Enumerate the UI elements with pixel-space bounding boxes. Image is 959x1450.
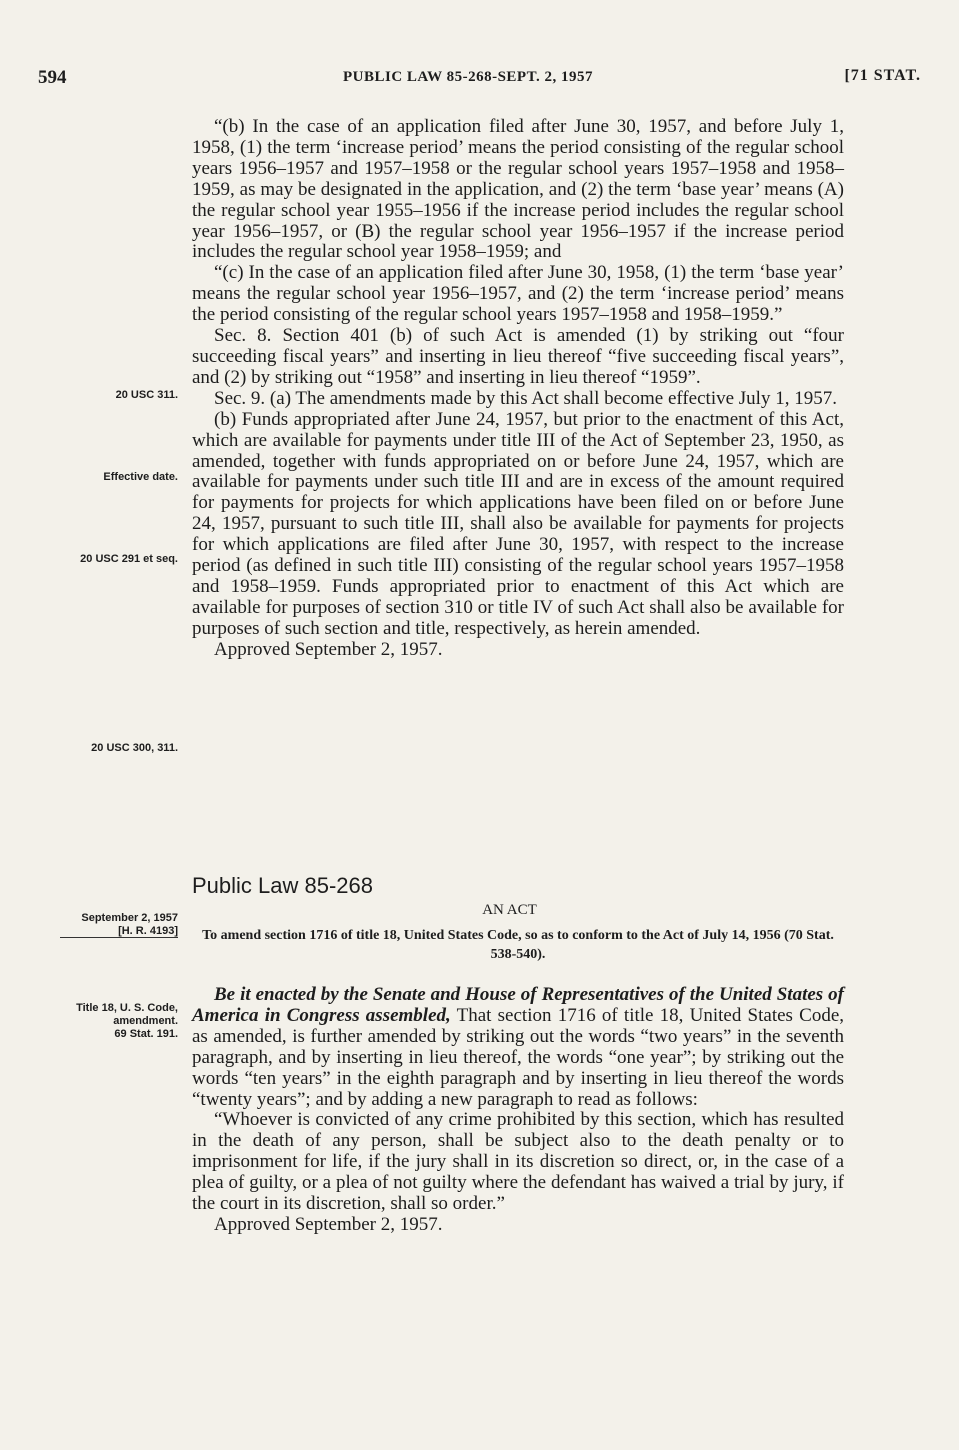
- volume-reference: [71 STAT.: [844, 67, 921, 84]
- act-purpose: To amend section 1716 of title 18, United States Code, so as to conform to the Act of July 14, 1956 (70 Stat. 538-540).: [202, 928, 834, 962]
- section-9a: Sec. 9. (a) The amendments made by this Act shall become effective July 1, 1957.: [214, 387, 837, 409]
- approval-line-2: Approved September 2, 1957.: [214, 1213, 443, 1235]
- paragraph-b: “(b) In the case of an application filed after June 30, 1957, and before July 1, 1958, (1) the term ‘increase period’ means the period consisting of the regular school years 1956–1957 and 1957–1958 or the regular school years 1957–1958 and 1958–1959, as may be designated in the application, and (2) the term ‘base year’ means (A) the regular school year 1955–1956 if the increase period includes the regular school year 1956–1957, or (B) the regular school year 1956–1957 if the increase period includes the regular school year 1958–1959; and: [192, 116, 844, 263]
- margin-note-bill: [H. R. 4193]: [118, 925, 178, 937]
- page-number: 594: [38, 67, 67, 88]
- new-paragraph-quote: “Whoever is convicted of any crime prohibited by this section, which has resulted in the death of any person, shall be subject also to the death penalty or to imprisonment for life, if the jury shall in its discretion so direct, or, in the case of a plea of guilty, or a plea of not guilty where the defendant has waived a trial by jury, if the court in its discretion, shall so order.”: [192, 1109, 844, 1215]
- margin-note-title18: Title 18, U. S. Code, amendment.: [76, 1002, 178, 1027]
- page-header: [38, 67, 921, 93]
- enacting-clause: [192, 985, 844, 1110]
- margin-note-usc-311: 20 USC 311.: [115, 389, 178, 401]
- running-title: PUBLIC LAW 85-268-SEPT. 2, 1957: [343, 69, 593, 85]
- margin-note-stat69: 69 Stat. 191.: [114, 1028, 178, 1040]
- margin-note-usc-291: 20 USC 291 et seq.: [80, 553, 178, 565]
- margin-note-usc-300: 20 USC 300, 311.: [91, 742, 178, 754]
- margin-note-effective-date: Effective date.: [103, 471, 178, 483]
- margin-note-date: September 2, 1957: [81, 912, 178, 924]
- enacting-text: [192, 985, 844, 1236]
- section-8: Sec. 8. Section 401 (b) of such Act is amended (1) by striking out “four succeeding fiscal years” and inserting in lieu thereof “five succeeding fiscal years”, and (2) by striking out “1958” and inserting in lieu thereof “1959”.: [192, 325, 844, 388]
- law-title: Public Law 85-268: [192, 873, 374, 898]
- margin-rule: [60, 937, 178, 938]
- enacting-formula: Be it enacted by the Senate and House of Representatives of the United States of America in Congress assembled,: [192, 984, 844, 1026]
- enacting-body: That section 1716 of title 18, United States Code, as amended, is further amended by striking out the words “two years” in the seventh paragraph, and by inserting in lieu thereof, the words “one year”; by striking out the words “ten years” in the eighth paragraph and by inserting in lieu thereof the words “twenty years”; and by adding a new paragraph to read as follows:: [192, 1004, 845, 1110]
- body-text: [192, 117, 844, 661]
- an-act-label: AN ACT: [482, 902, 537, 918]
- section-9b: (b) Funds appropriated after June 24, 1957, but prior to the enactment of this Act, which are available for payments under title III of the Act of September 23, 1950, as amended, together with funds appropriated on or before June 24, 1957, which are available for payments under such title III and are in excess of the amount required for payments for projects for which applications have been filed on or before June 24, 1957, pursuant to such title III, shall also be available for payments for projects for which applications are filed after June 30, 1957, with respect to the increase period (as defined in such title III) consisting of the regular school years 1957–1958 and 1958–1959. Funds appropriated prior to enactment of this Act which are available for purposes of section 310 or title IV of such Act shall also be available for purposes of such section and title, respectively, as herein amended.: [192, 408, 844, 639]
- an-act-heading: [0, 902, 959, 919]
- paragraph-c: “(c) In the case of an application filed after June 30, 1958, (1) the term ‘base year’ means the regular school year 1956–1957, and (2) the term ‘increase period’ means the period consisting of the regular school years 1957–1958 and 1958–1959.”: [192, 262, 844, 326]
- approval-line: Approved September 2, 1957.: [214, 638, 443, 660]
